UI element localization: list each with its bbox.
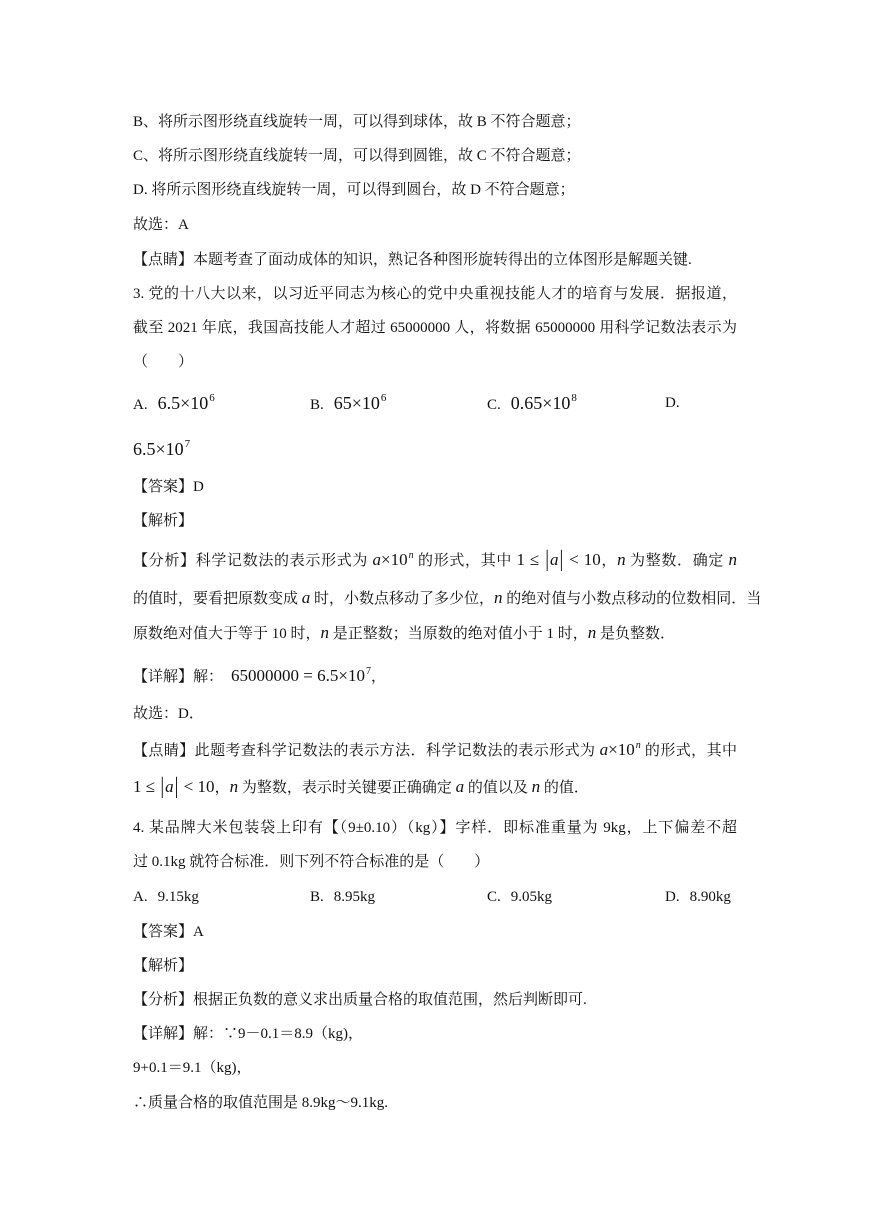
abs-bar: |: [545, 546, 549, 572]
remark-text: 的值以及: [467, 780, 528, 796]
var-a: a: [301, 588, 311, 607]
analysis-text: 原数绝对值大于等于 10 时，: [133, 626, 321, 642]
option-label: A.: [133, 397, 148, 413]
expression-exponent: 6: [209, 392, 215, 404]
detail-equation: [231, 666, 371, 685]
option-expression: [511, 393, 577, 413]
q2-choice: 故选：A: [133, 217, 189, 233]
analysis-text: 是负整数．: [600, 626, 676, 642]
remark-text: ，: [214, 780, 230, 796]
option-expression: [133, 439, 190, 459]
remark-text: 的值．: [543, 780, 589, 796]
option-label: A.: [133, 889, 148, 905]
var-n: n: [229, 777, 239, 796]
abs-bar: |: [559, 546, 564, 572]
equation-body: 65000000 = 6.5×10: [231, 666, 365, 685]
sci-notation-form: [600, 740, 641, 759]
detail-prefix: 【详解】解：: [133, 669, 224, 685]
abs-bar: |: [160, 773, 165, 799]
option-value: 8.95kg: [333, 889, 376, 905]
range-expression: [133, 773, 215, 799]
q4-answer: 【答案】A: [133, 924, 204, 940]
range-left: 1 ≤: [133, 777, 156, 796]
option-expression: [158, 393, 215, 413]
option-label: D.: [665, 395, 680, 411]
q3-analysis-heading: 【解析】: [133, 513, 194, 529]
q3-option-d-value: [133, 438, 190, 460]
analysis-text: 的值时，要看把原数变成: [133, 591, 299, 607]
q4-options-row: [133, 886, 737, 908]
option-label: B.: [310, 889, 324, 905]
equation-exponent: 7: [365, 666, 371, 677]
q4-stem-line-1: 4. 某品牌大米包装袋上印有【（9±0.10）（kg）】字样．即标准重量为 9kg，上下偏差不超: [133, 820, 737, 836]
expression-base: 6.5×10: [157, 393, 209, 413]
q4-detail-line-3: ∴质量合格的取值范围是 8.9kg～9.1kg.: [133, 1095, 389, 1111]
q3-option-a: [133, 392, 215, 416]
var-a: a: [599, 740, 609, 759]
exponent-n: n: [408, 550, 414, 561]
option-expression: [334, 393, 387, 413]
exponent-n: n: [635, 740, 641, 751]
q3-options-row: [133, 392, 737, 414]
q3-option-d: [665, 392, 680, 414]
analysis-text: 【分析】科学记数法的表示形式为: [133, 553, 369, 569]
range-right: < 10: [183, 777, 215, 796]
var-a: a: [550, 550, 559, 569]
option-value: 9.05kg: [510, 889, 553, 905]
q3-option-b: [310, 392, 386, 416]
expression-base: 6.5×10: [133, 439, 184, 459]
analysis-text: 是正整数；当原数的绝对值小于 1 时，: [332, 626, 588, 642]
option-label: C.: [487, 889, 501, 905]
remark-text: 【点睛】此题考查科学记数法的表示方法．科学记数法的表示形式为: [133, 743, 596, 759]
q4-stem-line-2: 过 0.1kg 就符合标准．则下列不符合标准的是（ ）: [133, 854, 490, 870]
remark-text: 的形式，其中: [644, 743, 738, 759]
analysis-text: 为整数．确定: [630, 553, 725, 569]
remark-text: 为整数，表示时关键要正确确定: [241, 780, 452, 796]
var-a: a: [455, 777, 465, 796]
var-n: n: [494, 588, 503, 607]
var-n: n: [320, 623, 330, 642]
detail-suffix: ，: [370, 669, 386, 685]
q3-remark-line-1: [133, 739, 737, 761]
analysis-text: 时，小数点移动了多少位，: [314, 591, 495, 607]
q4-option-b: [310, 886, 375, 908]
q4-detail-line-2: 9+0.1＝9.1（kg)，: [133, 1060, 252, 1076]
q4-option-a: [133, 886, 199, 908]
analysis-text: 的形式，其中: [418, 553, 513, 569]
q3-analysis-line-2: [133, 587, 762, 609]
var-n: n: [617, 550, 626, 569]
times-ten: ×10: [608, 740, 635, 759]
q4-option-d: [665, 886, 731, 908]
q3-remark-line-2: [133, 773, 589, 799]
var-n: n: [531, 777, 541, 796]
q3-detail-line: [133, 665, 386, 687]
expression-exponent: 6: [380, 392, 387, 404]
expression-base: 0.65×10: [510, 393, 571, 413]
range-expression: [516, 546, 601, 572]
q3-analysis-line-1: [133, 546, 737, 572]
sci-notation-form: [373, 550, 414, 569]
expression-exponent: 8: [571, 392, 577, 404]
var-n: n: [587, 623, 597, 642]
q3-option-c: [487, 392, 577, 416]
expression-exponent: 7: [184, 438, 191, 450]
times-ten: ×10: [381, 550, 408, 569]
q4-detail-line-1: 【详解】解：∵9－0.1＝8.9（kg)，: [133, 1026, 363, 1042]
q4-analysis-heading: 【解析】: [133, 958, 194, 974]
option-label: C.: [487, 397, 501, 413]
q2-explain-option-b: B、将所示图形绕直线旋转一周，可以得到球体，故 B 不符合题意；: [133, 114, 581, 130]
q3-stem-line-2: 截至 2021 年底，我国高技能人才超过 65000000 人，将数据 65000000 用科学记数法表示为: [133, 320, 737, 336]
range-right: < 10: [569, 550, 601, 569]
range-left: 1 ≤: [516, 550, 540, 569]
option-value: 9.15kg: [157, 889, 199, 905]
q2-explain-option-d: D. 将所示图形绕直线旋转一周，可以得到圆台，故 D 不符合题意；: [133, 182, 575, 198]
option-value: 8.90kg: [689, 889, 731, 905]
var-n: n: [728, 550, 737, 569]
var-a: a: [372, 550, 382, 569]
option-label: D.: [665, 889, 680, 905]
q3-answer-blank: （ ）: [133, 354, 194, 370]
abs-bar: |: [174, 773, 179, 799]
q3-stem-line-1: 3. 党的十八大以来，以习近平同志为核心的党中央重视技能人才的培育与发展．据报道，: [133, 286, 737, 302]
q4-analysis: 【分析】根据正负数的意义求出质量合格的取值范围，然后判断即可.: [133, 992, 587, 1008]
q3-answer: 【答案】D: [133, 479, 204, 495]
q3-choice: 故选：D．: [133, 706, 204, 722]
analysis-text: 的绝对值与小数点移动的位数相同．当: [506, 591, 762, 607]
expression-base: 65×10: [333, 393, 380, 413]
var-a: a: [165, 777, 174, 796]
q2-remark: 【点睛】本题考查了面动成体的知识，熟记各种图形旋转得出的立体图形是解题关键.: [133, 252, 692, 268]
q3-analysis-line-3: [133, 622, 675, 644]
option-label: B.: [310, 397, 324, 413]
q2-explain-option-c: C、将所示图形绕直线旋转一周，可以得到圆锥，故 C 不符合题意；: [133, 148, 581, 164]
q4-option-c: [487, 886, 552, 908]
analysis-text: ，: [600, 553, 618, 569]
